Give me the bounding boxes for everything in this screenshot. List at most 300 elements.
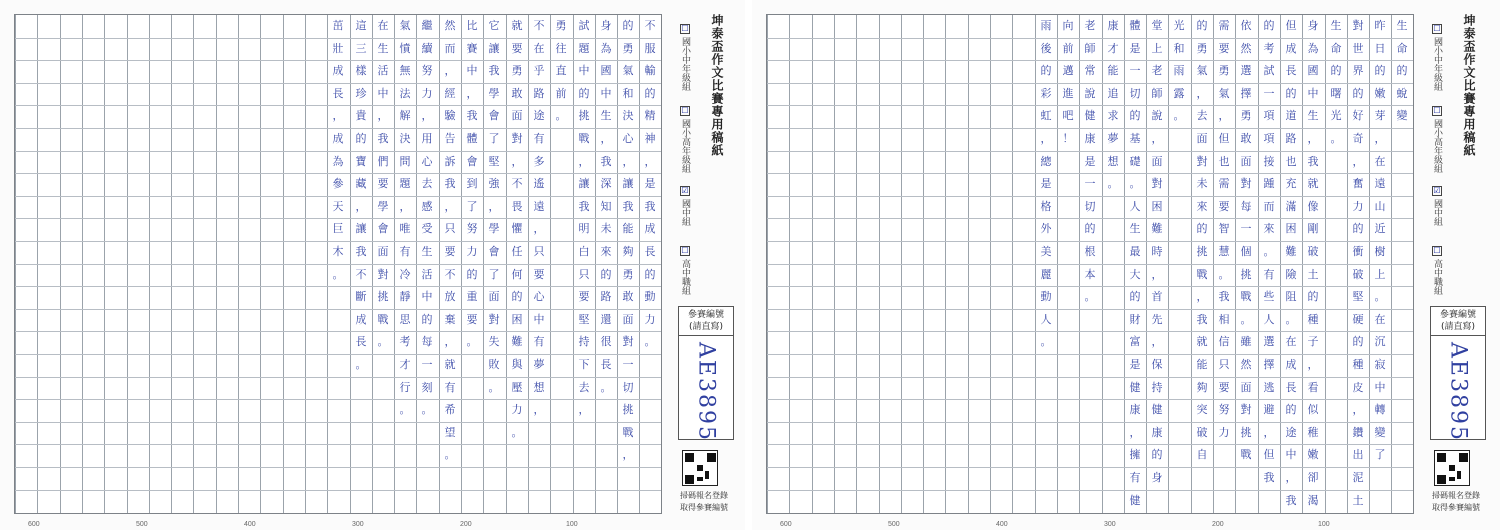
handwritten-char: 上: [1151, 42, 1163, 55]
handwritten-char: 的: [1307, 290, 1319, 303]
handwritten-char: ，: [377, 109, 389, 122]
handwritten-char: 出: [1352, 448, 1364, 461]
handwritten-char: 生: [1129, 222, 1141, 235]
handwritten-char: 去: [578, 381, 590, 394]
handwritten-char: 雨: [1040, 19, 1052, 32]
scale-mark: 100: [1318, 521, 1330, 528]
handwritten-char: 國: [600, 64, 612, 77]
handwritten-char: 為: [600, 42, 612, 55]
handwritten-char: 我: [600, 155, 612, 168]
handwritten-char: ，: [421, 109, 433, 122]
handwritten-char: 身: [600, 19, 612, 32]
option-senior-high[interactable]: ☐高中職組: [680, 246, 690, 295]
handwritten-char: 剛: [1307, 222, 1319, 235]
entry-id-header: 參賽編號: [1439, 310, 1476, 320]
entry-id-value: AE3895: [693, 342, 719, 442]
handwritten-char: ，: [1129, 426, 1141, 439]
handwritten-char: 但: [1285, 19, 1297, 32]
handwritten-char: 戰: [1240, 290, 1252, 303]
handwritten-char: 夢: [1107, 132, 1119, 145]
handwritten-char: 難: [1285, 245, 1297, 258]
handwritten-char: ！: [1062, 132, 1074, 145]
handwritten-char: 渴: [1307, 494, 1319, 507]
handwritten-char: 敢: [511, 87, 523, 100]
scale-mark: 300: [352, 521, 364, 528]
handwritten-char: 。: [1240, 313, 1252, 326]
handwritten-char: 中: [1374, 381, 1386, 394]
handwritten-char: 生: [377, 42, 389, 55]
handwritten-char: 了: [466, 200, 478, 213]
handwritten-char: 中: [421, 290, 433, 303]
handwritten-char: 師: [1084, 42, 1096, 55]
handwritten-char: 些: [1263, 290, 1275, 303]
handwritten-char: 對: [511, 132, 523, 145]
handwritten-char: 先: [1151, 313, 1163, 326]
handwritten-char: 了: [488, 132, 500, 145]
handwritten-char: ，: [1352, 403, 1364, 416]
handwritten-char: 自: [1196, 448, 1208, 461]
page-gutter: [745, 0, 752, 530]
handwritten-char: 能: [622, 222, 634, 235]
qr-code-icon[interactable]: [1434, 450, 1470, 486]
handwritten-char: 決: [622, 109, 634, 122]
handwritten-char: 會: [377, 222, 389, 235]
handwritten-char: 體: [466, 132, 478, 145]
checked-box-icon[interactable]: ☑: [681, 186, 689, 195]
handwritten-char: 礎: [1129, 155, 1141, 168]
handwritten-char: 我: [1196, 313, 1208, 326]
entry-id-box[interactable]: [678, 306, 734, 440]
handwritten-char: 堅: [578, 313, 590, 326]
handwritten-char: 我: [1263, 471, 1275, 484]
handwritten-char: 就: [444, 358, 456, 371]
scale-mark: 400: [244, 521, 256, 528]
handwritten-char: 讓: [355, 222, 367, 235]
handwritten-char: 種: [1307, 313, 1319, 326]
handwritten-char: 學: [377, 200, 389, 213]
entry-id-sub: (請直寫): [1440, 322, 1476, 332]
handwritten-char: 挑: [1196, 245, 1208, 258]
handwritten-char: 去: [1196, 109, 1208, 122]
handwritten-char: 的: [1396, 64, 1408, 77]
handwritten-char: 長: [600, 358, 612, 371]
handwritten-char: ，: [1307, 132, 1319, 145]
handwritten-char: 考: [399, 335, 411, 348]
handwritten-char: 對: [1240, 403, 1252, 416]
checkbox-icon[interactable]: ☐: [681, 246, 689, 255]
checkbox-icon[interactable]: ☐: [681, 24, 689, 33]
handwritten-char: 一: [1240, 222, 1252, 235]
handwritten-char: 嫩: [1374, 87, 1386, 100]
handwritten-char: 對: [622, 335, 634, 348]
handwritten-char: 的: [1040, 64, 1052, 77]
handwritten-char: 只: [533, 245, 545, 258]
manuscript-grid: [14, 14, 662, 514]
handwritten-char: 力: [1218, 426, 1230, 439]
handwritten-char: 題: [578, 42, 590, 55]
handwritten-char: 。: [421, 403, 433, 416]
handwritten-char: 的: [1129, 109, 1141, 122]
handwritten-char: 困: [1285, 222, 1297, 235]
handwritten-char: 慧: [1218, 245, 1230, 258]
handwritten-char: 面: [1151, 155, 1163, 168]
handwritten-char: 常: [1084, 64, 1096, 77]
handwritten-char: 何: [511, 268, 523, 281]
handwritten-char: 老: [1084, 19, 1096, 32]
handwritten-char: 神: [644, 132, 656, 145]
handwritten-char: 美: [1040, 245, 1052, 258]
handwritten-char: ，: [622, 448, 634, 461]
handwritten-char: 。: [399, 403, 411, 416]
handwritten-char: 困: [511, 313, 523, 326]
handwritten-char: 冷: [399, 268, 411, 281]
handwritten-char: 為: [1307, 42, 1319, 55]
handwritten-char: 決: [399, 132, 411, 145]
handwritten-char: 基: [1129, 132, 1141, 145]
handwritten-char: 困: [1151, 200, 1163, 213]
handwritten-char: ，: [488, 200, 500, 213]
handwritten-char: 前: [1062, 42, 1074, 55]
handwritten-char: 需: [1218, 177, 1230, 190]
handwritten-char: 智: [1218, 222, 1230, 235]
checkbox-icon[interactable]: ☐: [1433, 24, 1441, 33]
handwritten-char: 人: [1129, 200, 1141, 213]
handwritten-char: 遠: [1374, 177, 1386, 190]
handwritten-char: 土: [1352, 494, 1364, 507]
handwritten-char: 貴: [355, 109, 367, 122]
handwritten-char: 的: [466, 268, 478, 281]
handwritten-char: ，: [466, 87, 478, 100]
handwritten-char: 樹: [1374, 245, 1386, 258]
handwritten-char: 勇: [555, 19, 567, 32]
handwritten-char: 一: [1084, 177, 1096, 190]
handwritten-char: 心: [421, 155, 433, 168]
handwritten-char: 面: [511, 109, 523, 122]
checkbox-icon[interactable]: ☐: [1433, 106, 1441, 115]
handwritten-char: 動: [644, 290, 656, 303]
handwritten-char: 白: [578, 245, 590, 258]
handwritten-char: 心: [533, 290, 545, 303]
handwritten-char: 了: [1374, 448, 1386, 461]
handwritten-char: ，: [644, 155, 656, 168]
handwritten-char: 途: [533, 109, 545, 122]
handwritten-char: 生: [1396, 19, 1408, 32]
handwritten-char: 轉: [1374, 403, 1386, 416]
handwritten-char: ，: [511, 155, 523, 168]
handwritten-char: 只: [578, 268, 590, 281]
scale-mark: 600: [780, 521, 792, 528]
handwritten-char: 夢: [533, 358, 545, 371]
handwritten-char: 解: [399, 109, 411, 122]
handwritten-char: 持: [578, 335, 590, 348]
handwritten-char: 感: [421, 200, 433, 213]
handwritten-char: 大: [1129, 268, 1141, 281]
handwritten-char: 說: [1151, 109, 1163, 122]
handwritten-char: 來: [600, 245, 612, 258]
handwritten-char: 成: [332, 132, 344, 145]
handwritten-char: 格: [1040, 200, 1052, 213]
handwritten-char: 泥: [1352, 471, 1364, 484]
handwritten-char: ，: [1307, 358, 1319, 371]
handwritten-char: 長: [332, 87, 344, 100]
handwritten-char: 切: [622, 381, 634, 394]
handwritten-char: 這: [355, 19, 367, 32]
handwritten-char: 來: [1196, 200, 1208, 213]
handwritten-char: 奇: [1352, 132, 1364, 145]
handwritten-char: 戰: [1196, 268, 1208, 281]
handwritten-char: 對: [1352, 19, 1364, 32]
handwritten-char: 而: [1263, 200, 1275, 213]
handwritten-char: 中: [1307, 87, 1319, 100]
handwritten-char: 充: [1285, 177, 1297, 190]
form-sidebar: [1416, 10, 1496, 520]
handwritten-char: 挑: [622, 403, 634, 416]
option-junior-high[interactable]: ☑國中組: [1432, 186, 1442, 226]
handwritten-char: 需: [1218, 19, 1230, 32]
handwritten-char: 夠: [622, 245, 634, 258]
option-junior-high[interactable]: ☑國中組: [680, 186, 690, 226]
handwritten-char: 突: [1196, 403, 1208, 416]
entry-id-header: 參賽編號: [687, 310, 724, 320]
handwritten-char: 想: [533, 381, 545, 394]
handwritten-char: 破: [1352, 268, 1364, 281]
handwritten-char: 努: [466, 222, 478, 235]
handwritten-char: 蛻: [1396, 87, 1408, 100]
handwritten-char: 不: [444, 268, 456, 281]
handwritten-char: 勇: [1218, 64, 1230, 77]
handwritten-char: 試: [1263, 64, 1275, 77]
handwritten-char: 成: [1285, 358, 1297, 371]
checked-box-icon[interactable]: ☑: [1433, 186, 1441, 195]
handwritten-char: 變: [1396, 109, 1408, 122]
handwritten-char: 。: [1084, 290, 1096, 303]
handwritten-char: 三: [355, 42, 367, 55]
handwritten-char: 力: [1352, 200, 1364, 213]
handwritten-char: 還: [600, 313, 612, 326]
handwritten-char: 只: [444, 222, 456, 235]
form-sidebar: [664, 10, 744, 520]
handwritten-char: 的: [1196, 19, 1208, 32]
handwritten-char: 擇: [1263, 358, 1275, 371]
handwritten-char: 思: [399, 313, 411, 326]
handwritten-char: 對: [1240, 177, 1252, 190]
handwritten-char: 挑: [1240, 268, 1252, 281]
handwritten-char: 敢: [622, 290, 634, 303]
handwritten-char: 一: [1263, 87, 1275, 100]
handwritten-char: 要: [511, 42, 523, 55]
option-elementary-upper[interactable]: ☐國小高年級組: [680, 106, 690, 173]
handwritten-char: 不: [533, 19, 545, 32]
handwritten-char: 嫩: [1307, 448, 1319, 461]
handwritten-char: 彩: [1040, 87, 1052, 100]
handwritten-char: 我: [466, 109, 478, 122]
handwritten-char: 衝: [1352, 245, 1364, 258]
handwritten-char: 讓: [622, 177, 634, 190]
option-senior-high[interactable]: ☐高中職組: [1432, 246, 1442, 295]
handwritten-char: 。: [1330, 132, 1342, 145]
handwritten-char: 就: [511, 19, 523, 32]
handwritten-char: 壯: [332, 42, 344, 55]
handwritten-char: 的: [1352, 87, 1364, 100]
handwritten-char: 。: [1107, 177, 1119, 190]
checkbox-icon[interactable]: ☐: [1433, 246, 1441, 255]
handwritten-char: 人: [1040, 313, 1052, 326]
handwritten-char: 成: [1285, 42, 1297, 55]
handwritten-char: 在: [1285, 335, 1297, 348]
handwritten-char: 每: [421, 335, 433, 348]
writing-sheet-page-1: [752, 0, 1500, 530]
handwritten-char: 力: [466, 245, 478, 258]
qr-caption-id: 取得參賽編號: [680, 503, 728, 512]
handwritten-char: 時: [1151, 245, 1163, 258]
handwritten-char: 力: [644, 313, 656, 326]
handwritten-char: 明: [578, 222, 590, 235]
handwritten-char: 往: [555, 42, 567, 55]
handwritten-char: 能: [1196, 358, 1208, 371]
handwritten-char: 放: [444, 290, 456, 303]
handwritten-char: 考: [1263, 42, 1275, 55]
checkbox-icon[interactable]: ☐: [681, 106, 689, 115]
handwritten-char: 是: [644, 177, 656, 190]
entry-id-value: AE3895: [1445, 342, 1471, 442]
handwritten-char: 擇: [1240, 87, 1252, 100]
handwritten-char: 的: [1285, 87, 1297, 100]
handwritten-char: 靜: [399, 290, 411, 303]
handwritten-char: 寂: [1374, 358, 1386, 371]
handwritten-char: 與: [511, 358, 523, 371]
handwritten-char: 首: [1151, 290, 1163, 303]
handwritten-char: 。: [355, 358, 367, 371]
handwritten-char: 康: [1129, 403, 1141, 416]
handwritten-char: 乎: [533, 64, 545, 77]
handwritten-char: 。: [332, 268, 344, 281]
handwritten-char: 下: [578, 358, 590, 371]
option-elementary-middle[interactable]: ☐國小中年級組: [680, 24, 690, 91]
handwritten-char: ，: [355, 200, 367, 213]
handwritten-char: 中: [578, 64, 590, 77]
handwritten-char: 努: [421, 64, 433, 77]
handwritten-char: 雨: [1173, 64, 1185, 77]
scale-mark: 500: [888, 521, 900, 528]
handwritten-char: 敢: [1240, 132, 1252, 145]
handwritten-char: 勇: [622, 268, 634, 281]
handwritten-char: ，: [444, 335, 456, 348]
handwritten-char: 選: [1240, 64, 1252, 77]
option-elementary-middle[interactable]: ☐國小中年級組: [1432, 24, 1442, 91]
handwritten-char: 讓: [488, 42, 500, 55]
handwritten-char: 面: [622, 313, 634, 326]
handwritten-char: 雖: [1240, 335, 1252, 348]
handwritten-char: 斷: [355, 290, 367, 303]
handwritten-char: ，: [1040, 132, 1052, 145]
entry-id-sub: (請直寫): [688, 322, 724, 332]
handwritten-char: 的: [1084, 222, 1096, 235]
handwritten-char: 來: [1263, 222, 1275, 235]
entry-id-box[interactable]: [1430, 306, 1486, 440]
handwritten-char: 吧: [1062, 109, 1074, 122]
handwritten-char: 學: [488, 222, 500, 235]
handwritten-char: 虹: [1040, 109, 1052, 122]
handwritten-char: 土: [1307, 268, 1319, 281]
handwritten-char: 個: [1240, 245, 1252, 258]
handwritten-char: 身: [1151, 471, 1163, 484]
manuscript-grid: [766, 14, 1414, 514]
handwritten-char: 人: [1263, 313, 1275, 326]
writing-sheet-page-2: [0, 0, 745, 530]
handwritten-char: 的: [1196, 222, 1208, 235]
handwritten-char: 有: [1263, 268, 1275, 281]
handwritten-char: 的: [1151, 448, 1163, 461]
handwritten-char: 像: [1307, 200, 1319, 213]
handwritten-char: 木: [332, 245, 344, 258]
handwritten-char: 面: [1240, 155, 1252, 168]
option-elementary-upper[interactable]: ☐國小高年級組: [1432, 106, 1442, 173]
handwritten-char: ，: [399, 200, 411, 213]
handwritten-char: 破: [1307, 245, 1319, 258]
handwritten-char: 不: [355, 268, 367, 281]
handwritten-char: 茁: [332, 19, 344, 32]
handwritten-char: 近: [1374, 222, 1386, 235]
handwritten-char: 要: [377, 177, 389, 190]
handwritten-char: 項: [1263, 109, 1275, 122]
handwritten-char: 要: [578, 290, 590, 303]
handwritten-char: 是: [1129, 358, 1141, 371]
handwritten-char: 進: [1062, 87, 1074, 100]
handwritten-char: 長: [1285, 64, 1297, 77]
handwritten-char: 巨: [332, 222, 344, 235]
handwritten-char: 昨: [1374, 19, 1386, 32]
handwritten-char: 項: [1263, 132, 1275, 145]
handwritten-char: 健: [1151, 403, 1163, 416]
handwritten-char: 繼: [421, 19, 433, 32]
handwritten-char: 它: [488, 19, 500, 32]
handwritten-char: 知: [600, 200, 612, 213]
handwritten-char: 接: [1263, 155, 1275, 168]
handwritten-char: 看: [1307, 381, 1319, 394]
handwritten-char: 。: [600, 381, 612, 394]
handwritten-char: 破: [1196, 426, 1208, 439]
handwritten-char: 也: [1218, 155, 1230, 168]
handwritten-char: 會: [488, 245, 500, 258]
handwritten-char: ，: [332, 109, 344, 122]
handwritten-char: 藏: [355, 177, 367, 190]
handwritten-char: 踵: [1263, 177, 1275, 190]
handwritten-char: 畏: [511, 200, 523, 213]
qr-code-icon[interactable]: [682, 450, 718, 486]
handwritten-char: 生: [1307, 109, 1319, 122]
handwritten-char: 長: [355, 335, 367, 348]
handwritten-char: 總: [1040, 155, 1052, 168]
handwritten-char: 但: [1263, 448, 1275, 461]
handwritten-char: 只: [1218, 358, 1230, 371]
handwritten-char: 力: [421, 87, 433, 100]
handwritten-char: 。: [1040, 335, 1052, 348]
handwritten-char: 敗: [488, 358, 500, 371]
handwritten-char: 成: [644, 222, 656, 235]
handwritten-char: 我: [377, 132, 389, 145]
handwritten-char: 有: [444, 381, 456, 394]
handwritten-char: 阻: [1285, 290, 1297, 303]
form-title: 坤泰盃作文比賽專用稿紙: [1462, 14, 1476, 157]
handwritten-char: ，: [1218, 109, 1230, 122]
handwritten-char: 遙: [533, 177, 545, 190]
handwritten-char: 氣: [1196, 64, 1208, 77]
handwritten-char: 到: [466, 177, 478, 190]
handwritten-char: 參: [332, 177, 344, 190]
handwritten-char: 的: [600, 268, 612, 281]
handwritten-char: 成: [332, 64, 344, 77]
handwritten-char: 康: [1084, 132, 1096, 145]
